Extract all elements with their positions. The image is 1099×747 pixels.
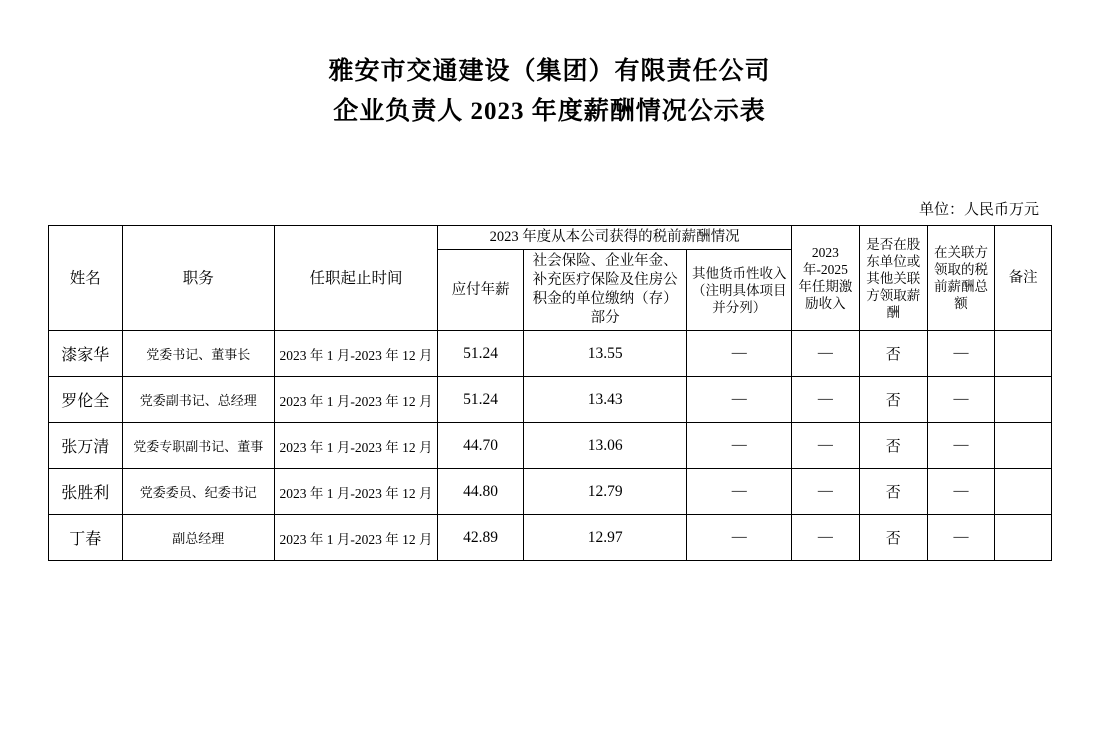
table-header-row-1	[49, 226, 1052, 250]
cell-name: 漆家华	[49, 331, 123, 377]
cell-remark	[995, 515, 1052, 561]
cell-payable-salary: 44.80	[437, 469, 523, 515]
header-shareholder-pay: 是否在股东单位或其他关联方领取薪酬	[859, 226, 927, 331]
table-body	[49, 331, 1052, 561]
cell-period: 2023 年 1 月-2023 年 12 月	[275, 423, 438, 469]
cell-incentive: —	[792, 515, 859, 561]
title-line-1: 雅安市交通建设（集团）有限责任公司	[328, 58, 771, 85]
header-other-income: 其他货币性收入（注明具体项目并分列）	[687, 250, 792, 331]
cell-incentive: —	[792, 469, 859, 515]
salary-disclosure-table	[48, 225, 1052, 561]
cell-shareholder-pay: 否	[859, 515, 927, 561]
cell-other-income: —	[687, 515, 792, 561]
cell-name: 张胜利	[49, 469, 123, 515]
cell-insurance: 13.55	[524, 331, 687, 377]
cell-remark	[995, 423, 1052, 469]
cell-shareholder-pay: 否	[859, 331, 927, 377]
cell-related-total: —	[927, 423, 994, 469]
cell-period: 2023 年 1 月-2023 年 12 月	[275, 515, 438, 561]
cell-remark	[995, 469, 1052, 515]
cell-other-income: —	[687, 331, 792, 377]
cell-incentive: —	[792, 423, 859, 469]
cell-insurance: 13.06	[524, 423, 687, 469]
cell-other-income: —	[687, 469, 792, 515]
cell-related-total: —	[927, 515, 994, 561]
cell-post: 党委委员、纪委书记	[122, 469, 274, 515]
table-row	[49, 469, 1052, 515]
header-name: 姓名	[49, 226, 123, 331]
header-payable-salary: 应付年薪	[437, 250, 523, 331]
table-row	[49, 377, 1052, 423]
cell-name: 罗伦全	[49, 377, 123, 423]
cell-name: 丁春	[49, 515, 123, 561]
unit-note: 单位：人民币万元	[918, 202, 1039, 218]
header-incentive: 2023 年-2025 年任期激励收入	[792, 226, 859, 331]
table-row	[49, 331, 1052, 377]
cell-incentive: —	[792, 331, 859, 377]
title-line-2: 企业负责人 2023 年度薪酬情况公示表	[333, 98, 766, 125]
cell-payable-salary: 51.24	[437, 377, 523, 423]
header-period: 任职起止时间	[275, 226, 438, 331]
cell-insurance: 13.43	[524, 377, 687, 423]
cell-other-income: —	[687, 377, 792, 423]
cell-related-total: —	[927, 331, 994, 377]
cell-shareholder-pay: 否	[859, 377, 927, 423]
cell-period: 2023 年 1 月-2023 年 12 月	[275, 377, 438, 423]
cell-post: 党委书记、董事长	[122, 331, 274, 377]
cell-post: 党委副书记、总经理	[122, 377, 274, 423]
cell-period: 2023 年 1 月-2023 年 12 月	[275, 469, 438, 515]
cell-payable-salary: 44.70	[437, 423, 523, 469]
cell-insurance: 12.97	[524, 515, 687, 561]
cell-remark	[995, 331, 1052, 377]
table-row	[49, 423, 1052, 469]
cell-related-total: —	[927, 469, 994, 515]
cell-shareholder-pay: 否	[859, 469, 927, 515]
cell-period: 2023 年 1 月-2023 年 12 月	[275, 331, 438, 377]
cell-payable-salary: 42.89	[437, 515, 523, 561]
cell-other-income: —	[687, 423, 792, 469]
cell-post: 党委专职副书记、董事	[122, 423, 274, 469]
cell-shareholder-pay: 否	[859, 423, 927, 469]
header-insurance: 社会保险、企业年金、补充医疗保险及住房公积金的单位缴纳（存）部分	[524, 250, 687, 331]
cell-incentive: —	[792, 377, 859, 423]
page-title	[0, 54, 1099, 130]
cell-post: 副总经理	[122, 515, 274, 561]
cell-insurance: 12.79	[524, 469, 687, 515]
header-remark: 备注	[995, 226, 1052, 331]
header-post: 职务	[122, 226, 274, 331]
cell-payable-salary: 51.24	[437, 331, 523, 377]
cell-name: 张万清	[49, 423, 123, 469]
cell-related-total: —	[927, 377, 994, 423]
table-row	[49, 515, 1052, 561]
header-pretax-group: 2023 年度从本公司获得的税前薪酬情况	[437, 226, 791, 250]
cell-remark	[995, 377, 1052, 423]
header-related-total: 在关联方领取的税前薪酬总额	[927, 226, 994, 331]
